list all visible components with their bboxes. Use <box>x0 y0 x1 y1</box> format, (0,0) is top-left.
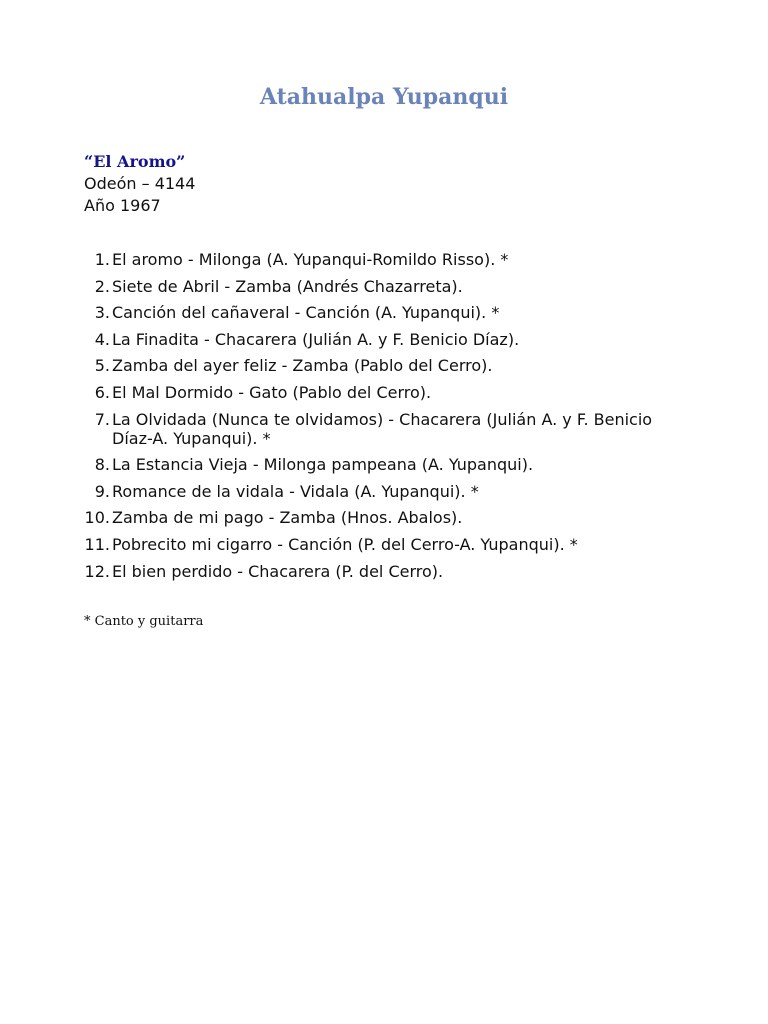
track-text: La Olvidada (Nunca te olvidamos) - Chacarera (Julián A. y F. Benicio Díaz-A. Yupanqui). * <box>112 409 653 448</box>
track-number: 7. <box>94 409 110 429</box>
track-text: Canción del cañaveral - Canción (A. Yupanqui). * <box>112 303 500 323</box>
track-number: 12. <box>84 561 110 581</box>
track-number: 11. <box>84 534 110 554</box>
track-item <box>84 562 684 581</box>
track-text: Romance de la vidala - Vidala (A. Yupanqui). * <box>112 481 479 501</box>
track-text: El bien perdido - Chacarera (P. del Cerro). <box>112 561 444 581</box>
track-number: 9. <box>94 481 110 501</box>
track-number: 8. <box>94 455 110 475</box>
track-text: Zamba de mi pago - Zamba (Hnos. Abalos). <box>112 508 463 528</box>
track-item <box>84 508 684 527</box>
footnote: * Canto y guitarra <box>84 614 204 629</box>
track-number: 2. <box>94 276 110 296</box>
track-number: 5. <box>94 356 110 376</box>
track-item <box>84 455 684 474</box>
album-name: “El Aromo” <box>84 152 186 171</box>
track-item <box>84 383 684 402</box>
track-item <box>84 277 684 296</box>
track-number: 3. <box>94 303 110 323</box>
track-number: 6. <box>94 382 110 402</box>
track-item <box>84 535 684 554</box>
track-item <box>84 356 684 375</box>
album-label: Odeón – 4144 <box>84 174 196 193</box>
track-text: El Mal Dormido - Gato (Pablo del Cerro). <box>112 382 432 402</box>
album-info <box>84 151 195 217</box>
track-text: Zamba del ayer feliz - Zamba (Pablo del Cerro). <box>112 356 493 376</box>
track-item <box>84 410 684 448</box>
track-item <box>84 482 684 501</box>
track-list <box>84 250 684 588</box>
track-text: El aromo - Milonga (A. Yupanqui-Romildo Risso). * <box>112 250 509 269</box>
track-text: Siete de Abril - Zamba (Andrés Chazarreta). <box>112 276 463 296</box>
track-number: 1. <box>94 250 110 269</box>
track-item <box>84 303 684 322</box>
track-number: 10. <box>84 508 110 528</box>
track-text: La Estancia Vieja - Milonga pampeana (A. Yupanqui). <box>112 455 534 475</box>
album-year: Año 1967 <box>84 196 161 215</box>
track-item <box>84 250 684 269</box>
page-title: Atahualpa Yupanqui <box>259 84 509 110</box>
track-text: Pobrecito mi cigarro - Canción (P. del Cerro-A. Yupanqui). * <box>112 534 578 554</box>
track-number: 4. <box>94 329 110 349</box>
track-item <box>84 330 684 349</box>
track-text: La Finadita - Chacarera (Julián A. y F. Benicio Díaz). <box>112 329 520 349</box>
